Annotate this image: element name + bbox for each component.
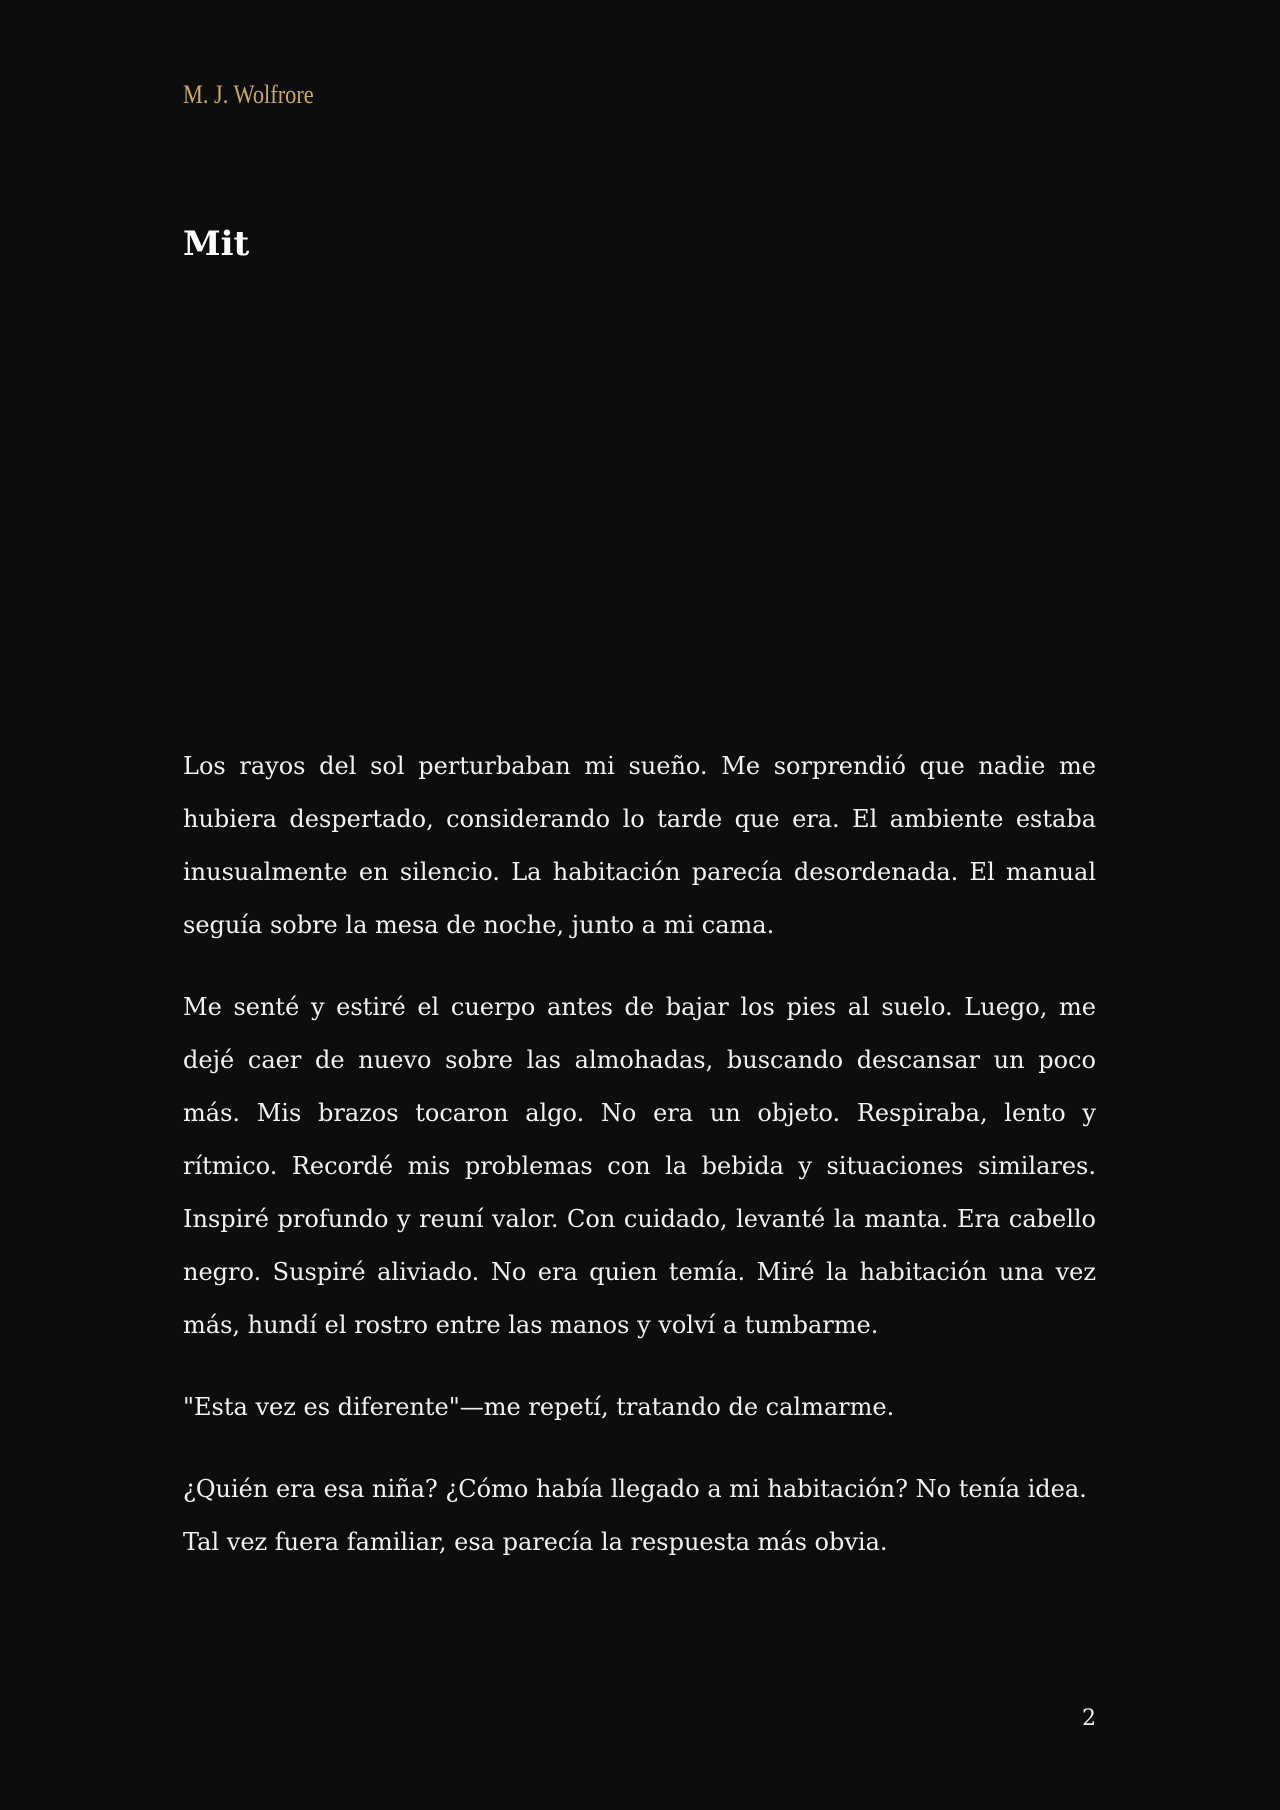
running-header-author: M. J. Wolfrore	[183, 80, 314, 109]
paragraph: ¿Quién era esa niña? ¿Cómo había llegado a mi habitación? No tenía idea. Tal vez fuera familiar, esa parecía la respuesta más obvia.	[183, 1475, 1087, 1556]
chapter-title: Mit	[183, 224, 250, 264]
paragraph: Me senté y estiré el cuerpo antes de bajar los pies al suelo. Luego, me dejé caer de nuevo sobre las almohadas, buscando descansar un poco más. Mis brazos tocaron algo. No era un objeto. Respiraba, lento y rítmico. Recordé mis problemas con la bebida y situaciones similares. Inspiré profundo y reuní valor. Con cuidado, levanté la manta. Era cabello negro. Suspiré aliviado. No era quien temía. Miré la habitación una vez más, hundí el rostro entre las manos y volví a tumbarme.	[183, 993, 1096, 1339]
page-number: 2	[1082, 1706, 1096, 1731]
paragraph-dialogue: "Esta vez es diferente"—me repetí, tratando de calmarme.	[183, 1393, 895, 1421]
paragraph: Los rayos del sol perturbaban mi sueño. Me sorprendió que nadie me hubiera despertado, considerando lo tarde que era. El ambiente estaba inusualmente en silencio. La habitación parecía desordenada. El manual seguía sobre la mesa de noche, junto a mi cama.	[183, 752, 1096, 939]
chapter-body	[183, 740, 1096, 1598]
